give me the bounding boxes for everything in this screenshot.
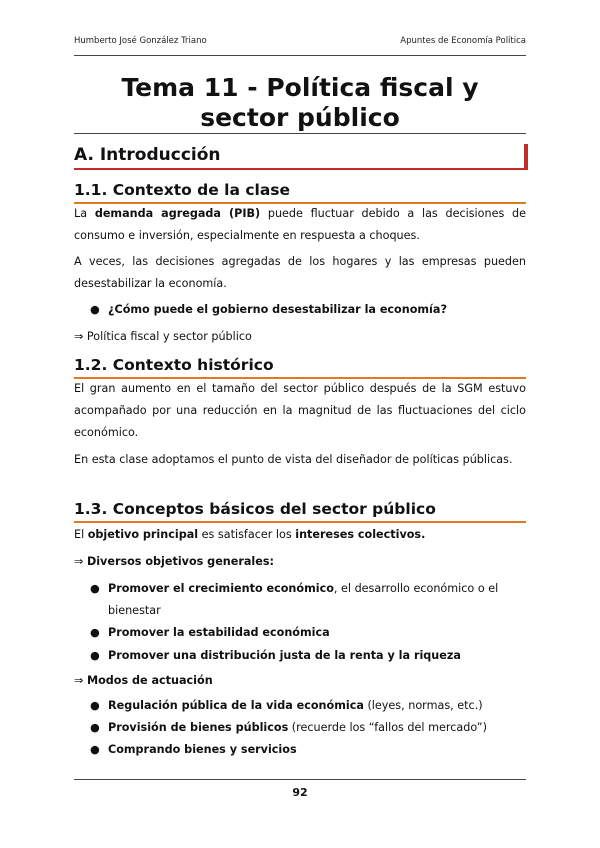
bullet-icon: ● xyxy=(90,303,100,316)
page-number: 92 xyxy=(292,786,308,799)
paragraph: El gran aumento en el tamaño del sector público después de la SGM estuvo acompañado por una reducción en la magnitud de las fluctuaciones del ciclo económico. xyxy=(74,382,526,439)
bullet-text: Promover una distribución justa de la renta y la riqueza xyxy=(108,649,461,662)
paragraph: En esta clase adoptamos el punto de vista del diseñador de políticas públicas. xyxy=(74,453,513,466)
bold-term: intereses colectivos. xyxy=(295,528,426,541)
bullet-icon: ● xyxy=(90,626,100,639)
bullet-text: ¿Cómo puede el gobierno desestabilizar la economía? xyxy=(108,303,447,316)
bullet-text: Regulación pública de la vida económica (leyes, normas, etc.) xyxy=(108,699,483,712)
bullet-icon: ● xyxy=(90,743,100,756)
section-heading-a: A. Introducción xyxy=(74,144,528,170)
footer-divider xyxy=(74,779,526,780)
subsection-heading-1-1: 1.1. Contexto de la clase xyxy=(74,180,526,204)
running-header xyxy=(74,36,526,46)
bullet-icon: ● xyxy=(90,699,100,712)
paragraph: A veces, las decisiones agregadas de los hogares y las empresas pueden desestabilizar la economía. xyxy=(74,255,526,290)
modes-heading: ⇒ Modos de actuación xyxy=(74,674,213,687)
paragraph: El objetivo principal es satisfacer los intereses colectivos. xyxy=(74,528,426,541)
arrow-icon: ⇒ xyxy=(74,674,87,687)
subsection-heading-1-2: 1.2. Contexto histórico xyxy=(74,355,526,379)
header-author: Humberto José González Triano xyxy=(74,36,207,46)
arrow-line: ⇒ Política fiscal y sector público xyxy=(74,330,252,343)
header-divider xyxy=(74,55,526,56)
bullet-icon: ● xyxy=(90,721,100,734)
bold-term: demanda agregada (PIB) xyxy=(94,207,261,220)
title-divider xyxy=(74,133,526,134)
paragraph: La demanda agregada (PIB) puede fluctuar debido a las decisiones de consumo e inversión, especialmente en respuesta a choques. xyxy=(74,207,526,242)
bold-term: objetivo principal xyxy=(87,528,199,541)
arrow-icon: ⇒ xyxy=(74,555,87,568)
bullet-icon: ● xyxy=(90,582,100,595)
subsection-heading-1-3: 1.3. Conceptos básicos del sector público xyxy=(74,499,526,523)
bullet-text: Promover la estabilidad económica xyxy=(108,626,330,639)
page-title: Tema 11 - Política fiscal y sector público xyxy=(121,73,479,132)
bullet-text: Provisión de bienes públicos (recuerde los “fallos del mercado”) xyxy=(108,721,487,734)
bullet-text: Comprando bienes y servicios xyxy=(108,743,297,756)
header-course: Apuntes de Economía Política xyxy=(400,36,526,46)
bullet-text: Promover el crecimiento económico, el desarrollo económico o el bienestar xyxy=(108,582,499,617)
objectives-heading: ⇒ Diversos objetivos generales: xyxy=(74,555,274,568)
bullet-icon: ● xyxy=(90,649,100,662)
